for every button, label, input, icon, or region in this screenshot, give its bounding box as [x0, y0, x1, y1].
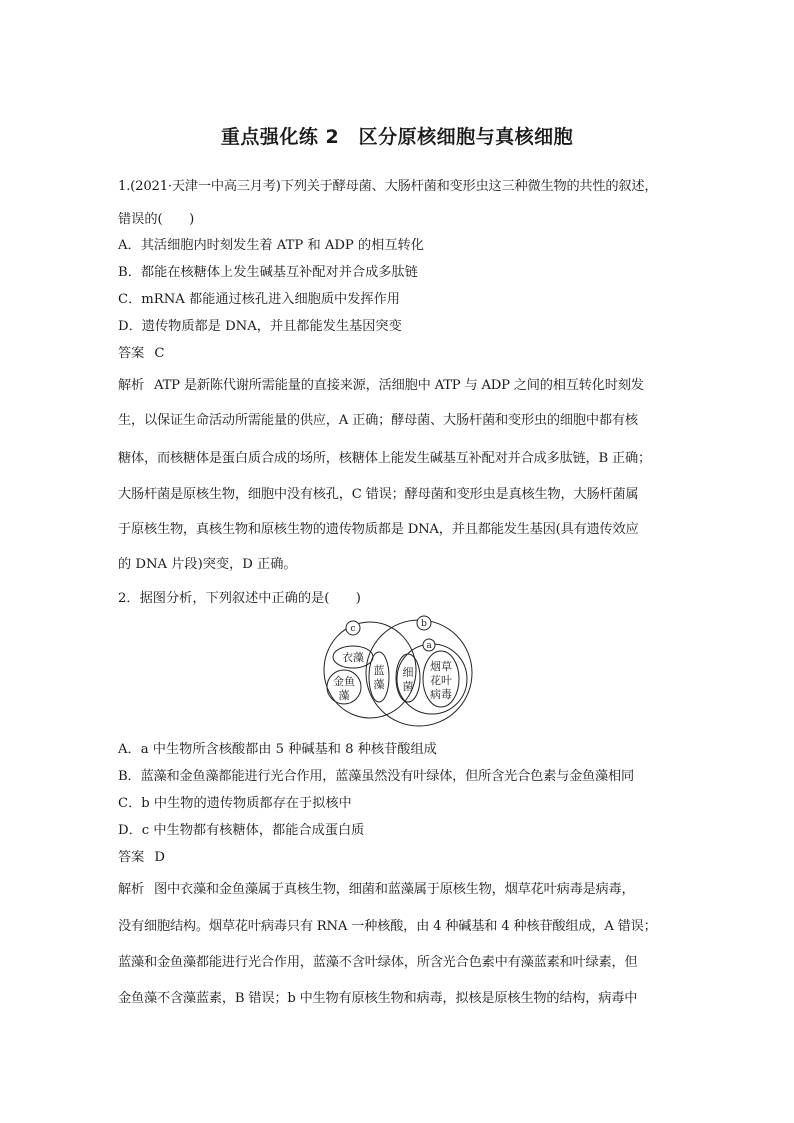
q2-option-a: A．a 中生物所含核酸都由 5 种碱基和 8 种核苷酸组成	[118, 742, 437, 757]
label-a: a	[426, 641, 432, 651]
analysis-label: 解析	[118, 882, 144, 897]
text-yancao: 烟草	[430, 660, 452, 673]
venn-diagram	[320, 614, 480, 730]
page-title: 重点强化练 2 区分原核细胞与真核细胞	[220, 126, 574, 148]
q1-analysis-line5: 于原核生物，真核生物和原核生物的遗传物质都是 DNA，并且都能发生基因(具有遗传效应	[118, 522, 639, 537]
q1-option-b: B．都能在核糖体上发生碱基互补配对并合成多肽链	[118, 265, 418, 280]
q1-stem-line2: 错误的( )	[118, 212, 195, 227]
q2-analysis-line1	[118, 881, 688, 899]
answer-value: C	[154, 346, 165, 361]
q1-stem-line1: 1.(2021·天津一中高三月考)下列关于酵母菌、大肠杆菌和变形虫这三种微生物的共性的叙述，	[118, 179, 658, 194]
q1-analysis-line2: 生，以保证生命活动所需能量的供应，A 正确；酵母菌、大肠杆菌和变形虫的细胞中都有核	[118, 413, 638, 428]
text-lan-zao: 藻	[373, 678, 385, 691]
q1-option-a: A．其活细胞内时刻发生着 ATP 和 ADP 的相互转化	[118, 238, 424, 253]
answer-label: 答案	[118, 346, 145, 361]
text-bingdu: 病毒	[430, 688, 452, 701]
text-jinyu: 金鱼	[333, 675, 355, 688]
q1-analysis-line4: 大肠杆菌是原核生物，细胞中没有核孔，C 错误；酵母菌和变形虫是真核生物，大肠杆菌属	[118, 487, 639, 502]
q1-option-d: D．遗传物质都是 DNA，并且都能发生基因突变	[118, 319, 402, 334]
q1-answer	[118, 345, 688, 363]
q1-analysis-line3: 糖体，而核糖体是蛋白质合成的场所，核糖体上能发生碱基互补配对并合成多肽链，B 正确；	[118, 451, 651, 466]
text-yizao: 衣藻	[342, 651, 364, 664]
q2-analysis-line4: 金鱼藻不含藻蓝素，B 错误；b 中生物有原核生物和病毒，拟核是原核生物的结构，病毒中	[118, 991, 638, 1006]
text-huaye: 花叶	[430, 674, 452, 687]
analysis-label: 解析	[118, 378, 144, 393]
text-zao: 藻	[338, 689, 350, 702]
q2-answer	[118, 849, 688, 867]
analysis-text: 图中衣藻和金鱼藻属于真核生物，细菌和蓝藻属于原核生物，烟草花叶病毒是病毒，	[153, 882, 635, 897]
text-xi: 细	[402, 666, 414, 679]
answer-value: D	[154, 850, 165, 865]
q1-option-c: C．mRNA 都能通过核孔进入细胞质中发挥作用	[118, 292, 400, 307]
q2-option-d: D．c 中生物都有核糖体，都能合成蛋白质	[118, 823, 365, 838]
answer-label: 答案	[118, 850, 145, 865]
q1-analysis-line1	[118, 377, 688, 395]
label-b: b	[421, 619, 427, 629]
q2-analysis-line3: 蓝藻和金鱼藻都能进行光合作用，蓝藻不含叶绿体，所含光合色素中有藻蓝素和叶绿素，但	[118, 955, 638, 970]
q2-stem: 2．据图分析，下列叙述中正确的是( )	[118, 591, 361, 606]
q1-analysis-line6: 的 DNA 片段)突变，D 正确。	[118, 557, 297, 572]
text-jun: 菌	[402, 680, 414, 693]
oval-lanzao	[369, 652, 389, 702]
text-lan: 蓝	[373, 664, 385, 677]
q2-option-c: C．b 中生物的遗传物质都存在于拟核中	[118, 796, 352, 811]
analysis-text: ATP 是新陈代谢所需能量的直接来源，活细胞中 ATP 与 ADP 之间的相互转化时刻发	[153, 378, 644, 393]
q2-analysis-line2: 没有细胞结构。烟草花叶病毒只有 RNA 一种核酸，由 4 种碱基和 4 种核苷酸组成，A 错误；	[118, 919, 657, 934]
q2-option-b: B．蓝藻和金鱼藻都能进行光合作用，蓝藻虽然没有叶绿体，但所含光合色素与金鱼藻相同	[118, 769, 635, 784]
label-c: c	[350, 624, 356, 634]
